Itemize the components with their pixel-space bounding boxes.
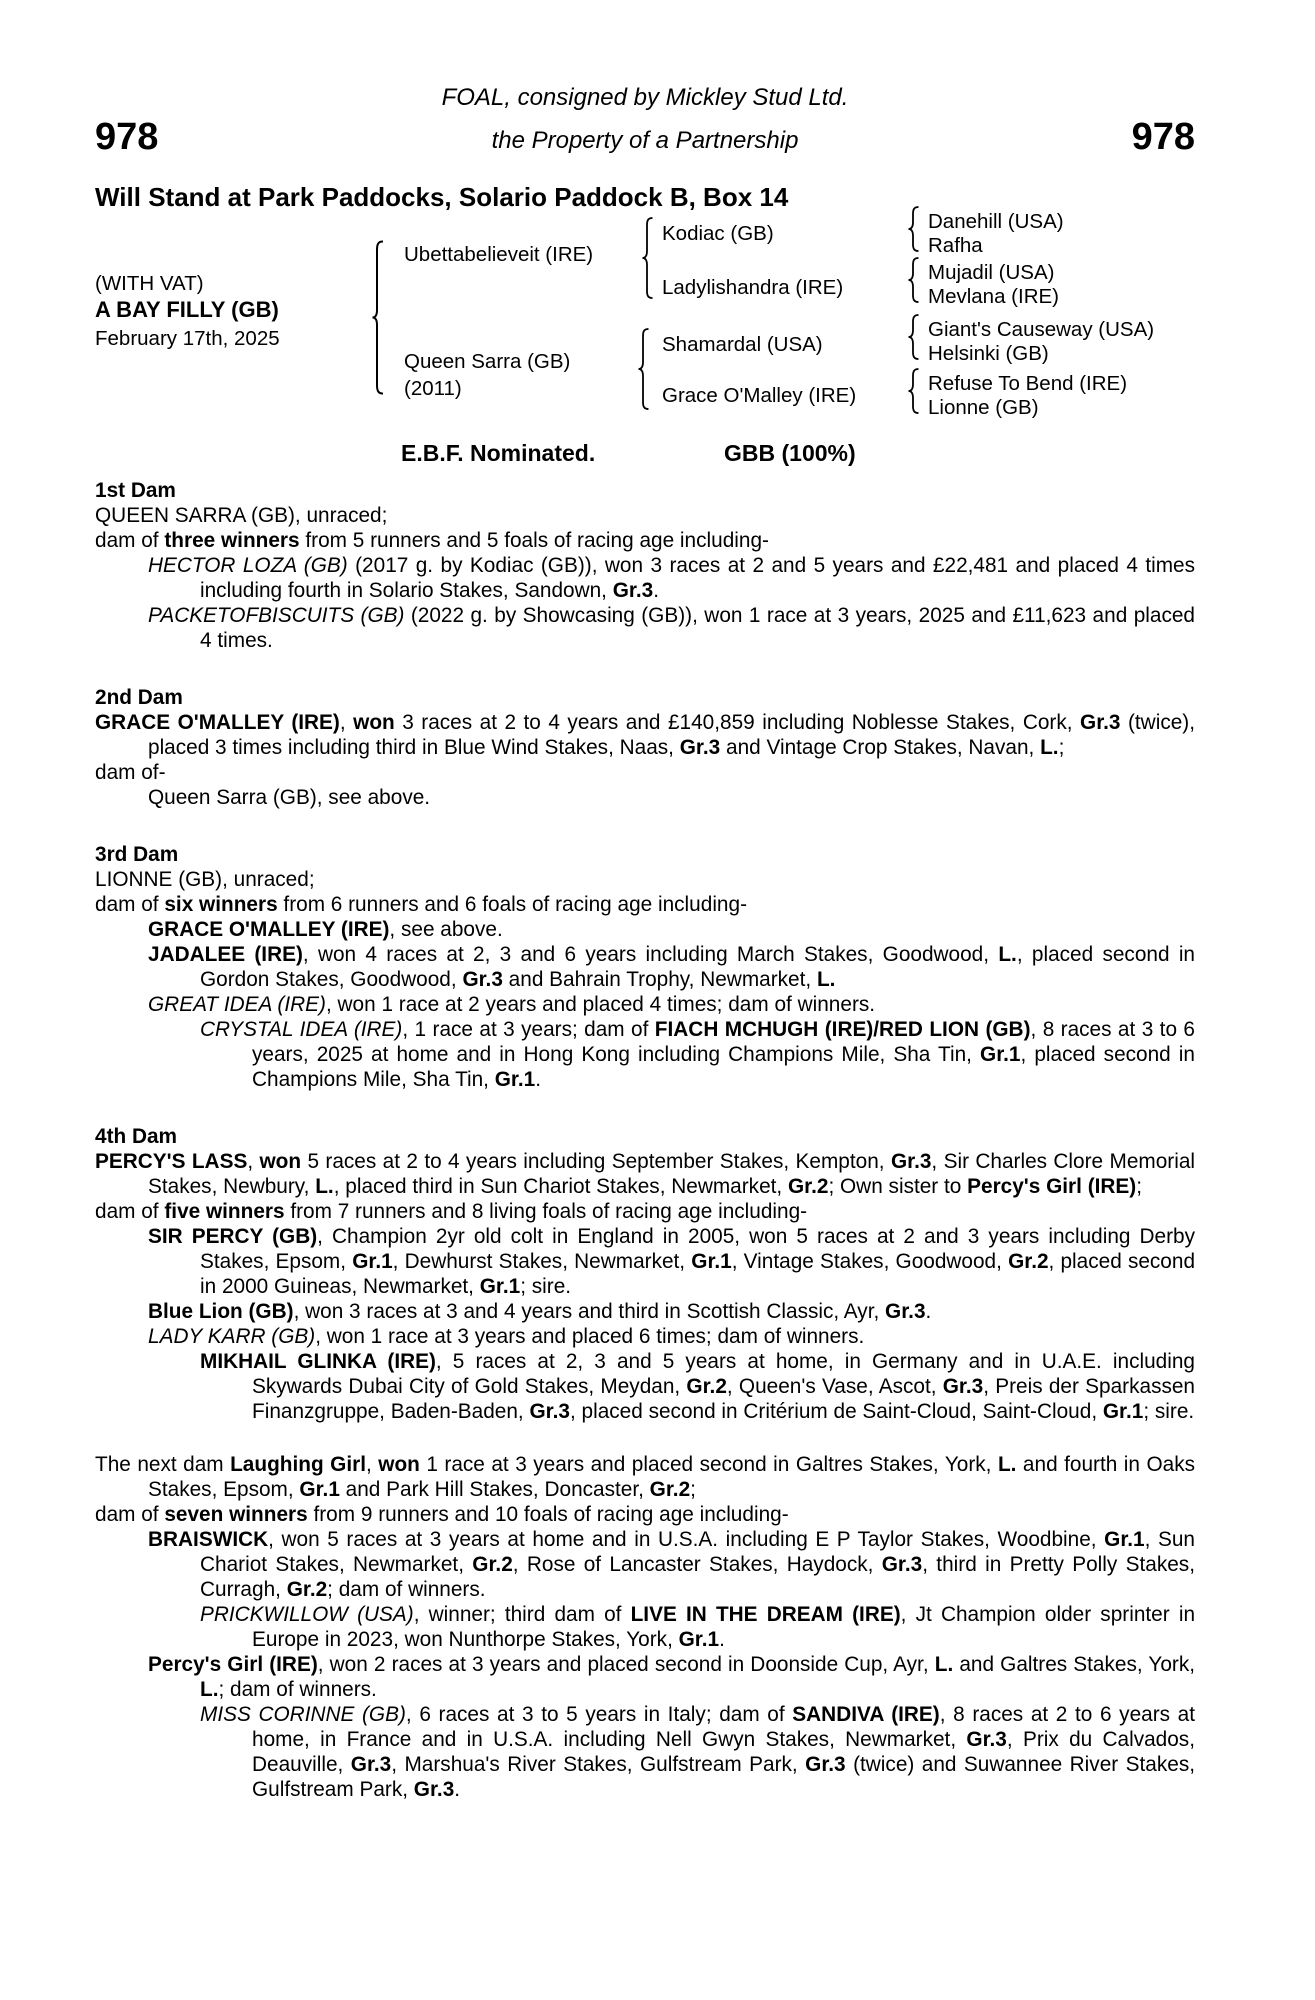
text-run: , third in Pretty Polly Stakes, Curragh,: [200, 1553, 1195, 1601]
text-run: LIVE IN THE DREAM (IRE): [630, 1603, 901, 1626]
text-run: , 6 races at 3 to 5 years in Italy; dam of: [405, 1703, 793, 1726]
text-run: , 8 races at 2 to 6 years at home, in France and in U.S.A. including Nell Gwyn Stakes, Newmarket,: [252, 1703, 1196, 1751]
text-run: PERCY'S LASS: [95, 1150, 248, 1173]
dam-year: (2011): [404, 377, 462, 400]
text-run: (twice) and Suwannee River Stakes, Gulfstream Park,: [252, 1753, 1195, 1801]
sire-name: Ubettabelieveit (IRE): [404, 243, 594, 266]
text-run: 3 races at 2 to 4 years and £140,859 including Noblesse Stakes, Cork,: [394, 711, 1081, 734]
text-run: 5 races at 2 to 4 years including September Stakes, Kempton,: [301, 1150, 891, 1173]
pedigree-paragraph: [95, 1299, 1195, 1324]
text-run: L.: [1040, 736, 1059, 759]
text-run: CRYSTAL IDEA (IRE): [200, 1018, 403, 1041]
pedigree-paragraph: [95, 892, 1195, 917]
text-run: , Champion 2yr old colt in England in 2005, won 5 races at 2 and 3 years including Derby Stakes, Epsom,: [200, 1225, 1196, 1273]
text-run: Gr.3: [881, 1553, 923, 1576]
pedigree-paragraph: [95, 710, 1195, 760]
sire-parents-brace-icon: [640, 217, 656, 299]
text-run: , see above.: [389, 918, 503, 941]
text-run: HECTOR LOZA (GB): [148, 554, 348, 577]
text-run: Percy's Girl (IRE): [967, 1175, 1137, 1198]
text-run: Gr.2: [472, 1553, 513, 1576]
text-run: five winners: [164, 1200, 285, 1223]
text-run: and fourth in Oaks Stakes, Epsom,: [148, 1453, 1196, 1501]
text-run: won: [378, 1453, 420, 1476]
text-run: Gr.3: [885, 1300, 926, 1323]
grandsire2-brace-icon: [906, 314, 922, 360]
text-run: , won 3 races at 3 and 4 years and third in Scottish Classic, Ayr,: [293, 1300, 886, 1323]
pedigree-paragraph: [95, 1502, 1195, 1527]
pedigree-paragraph: [95, 503, 1195, 528]
text-run: .: [535, 1068, 541, 1091]
dam-name: Queen Sarra (GB): [404, 350, 571, 373]
vat-note: (WITH VAT): [95, 272, 204, 295]
text-run: Gr.3: [612, 579, 654, 602]
gp-sire-dam-dam: Mevlana (IRE): [928, 285, 1060, 308]
text-run: , Rose of Lancaster Stakes, Haydock,: [512, 1553, 882, 1576]
pedigree-paragraph: [95, 1652, 1195, 1702]
text-run: 1 race at 3 years and placed second in Galtres Stakes, York,: [419, 1453, 998, 1476]
text-run: Gr.2: [286, 1578, 328, 1601]
ebf-nominated-label: E.B.F. Nominated.: [401, 440, 596, 466]
pedigree-paragraph: [95, 1349, 1195, 1424]
text-run: , won 5 races at 3 years at home and in U.S.A. including E P Taylor Stakes, Woodbine,: [268, 1528, 1105, 1551]
text-run: ,: [365, 1453, 379, 1476]
section-heading: 2nd Dam: [95, 686, 183, 709]
text-run: , Marshua's River Stakes, Gulfstream Park,: [391, 1753, 806, 1776]
pedigree-paragraph: [95, 992, 1195, 1017]
text-run: , Vintage Stakes, Goodwood,: [731, 1250, 1009, 1273]
text-run: from 7 runners and 8 living foals of racing age including-: [284, 1200, 808, 1223]
pedigree-paragraph: [95, 553, 1195, 603]
dam-section: [95, 685, 1195, 810]
text-run: and Galtres Stakes, York,: [953, 1653, 1195, 1676]
dam-dam-name: Grace O'Malley (IRE): [662, 384, 857, 407]
text-run: won: [353, 711, 395, 734]
pedigree-paragraph: [95, 785, 1195, 810]
pedigree-paragraph: [95, 603, 1195, 653]
text-run: , placed second in Champions Mile, Sha Tin,: [252, 1043, 1195, 1091]
pedigree-paragraph: [95, 1324, 1195, 1349]
pedigree-paragraph: [95, 1017, 1195, 1092]
text-run: Gr.3: [529, 1400, 570, 1423]
text-run: Gr.3: [350, 1753, 392, 1776]
text-run: Gr.3: [966, 1728, 1007, 1751]
text-run: The next dam: [95, 1453, 231, 1476]
granddam1-brace-icon: [906, 257, 922, 303]
gp-dam-sire-sire: Giant's Causeway (USA): [928, 318, 1155, 341]
text-run: won: [259, 1150, 302, 1173]
section-heading: 4th Dam: [95, 1125, 178, 1148]
text-run: Laughing Girl: [230, 1453, 366, 1476]
property-line: the Property of a Partnership: [491, 127, 799, 154]
text-run: , Prix du Calvados, Deauville,: [252, 1728, 1195, 1776]
text-run: Percy's Girl (IRE): [148, 1653, 318, 1676]
text-run: from 5 runners and 5 foals of racing age including-: [299, 529, 769, 552]
text-run: ; sire.: [520, 1275, 572, 1298]
text-run: L.: [934, 1653, 954, 1676]
text-run: Gr.1: [980, 1043, 1021, 1066]
gp-dam-sire-dam: Helsinki (GB): [928, 342, 1049, 365]
text-run: , 8 races at 3 to 6 years, 2025 at home and in Hong Kong including Champions Mile, Sha Tin,: [252, 1018, 1195, 1066]
text-run: , 5 races at 2, 3 and 5 years at home, in Germany and in U.A.E. including Skywards Dubai City of Gold Stakes, Meydan,: [252, 1350, 1195, 1398]
pedigree-paragraph: [95, 1149, 1195, 1199]
text-run: dam of: [95, 1503, 165, 1526]
text-run: (twice), placed 3 times including third in Blue Wind Stakes, Naas,: [148, 711, 1195, 759]
text-run: Gr.1: [299, 1478, 340, 1501]
text-run: BRAISWICK: [148, 1528, 269, 1551]
text-run: L.: [997, 1453, 1017, 1476]
text-run: , won 2 races at 3 years and placed second in Doonside Cup, Ayr,: [317, 1653, 935, 1676]
text-run: Gr.2: [1008, 1250, 1049, 1273]
dam-section: [95, 842, 1195, 1092]
gbb-label: GBB (100%): [724, 440, 856, 466]
pedigree-paragraph: [95, 942, 1195, 992]
pedigree-paragraph: [95, 528, 1195, 553]
text-run: MISS CORINNE (GB): [200, 1703, 406, 1726]
text-run: , 1 race at 3 years; dam of: [402, 1018, 655, 1041]
text-run: Gr.3: [1080, 711, 1121, 734]
section-heading: 3rd Dam: [95, 843, 179, 866]
text-run: and Vintage Crop Stakes, Navan,: [720, 736, 1041, 759]
text-run: ;: [1058, 736, 1065, 759]
consignor-line: FOAL, consigned by Mickley Stud Ltd.: [441, 84, 849, 111]
text-run: , winner; third dam of: [413, 1603, 631, 1626]
text-run: , Dewhurst Stakes, Newmarket,: [392, 1250, 692, 1273]
text-run: dam of: [95, 893, 165, 916]
text-run: Gr.1: [479, 1275, 521, 1298]
text-run: from 9 runners and 10 foals of racing age including-: [307, 1503, 789, 1526]
text-run: dam of: [95, 1200, 165, 1223]
text-run: (2022 g. by Showcasing (GB)), won 1 race at 3 years, 2025 and £11,623 and placed 4 times.: [200, 604, 1195, 652]
text-run: Gr.3: [679, 736, 721, 759]
text-run: Gr.2: [686, 1375, 727, 1398]
text-run: Gr.3: [413, 1778, 455, 1801]
text-run: .: [454, 1778, 461, 1801]
text-run: Gr.1: [1102, 1400, 1144, 1423]
text-run: ; dam of winners.: [218, 1678, 377, 1701]
text-run: Gr.3: [890, 1150, 932, 1173]
pedigree-generation1-brace-icon: [370, 240, 386, 395]
dam-section: [95, 1452, 1195, 1802]
text-run: Blue Lion (GB): [148, 1300, 294, 1323]
foal-date: February 17th, 2025: [95, 327, 280, 350]
text-run: , placed second in 2000 Guineas, Newmarket,: [200, 1250, 1196, 1298]
pedigree-paragraph: [95, 1702, 1195, 1802]
catalogue-sections: [95, 478, 1195, 1802]
text-run: , won 4 races at 2, 3 and 6 years including March Stakes, Goodwood,: [302, 943, 999, 966]
text-run: .: [653, 579, 659, 602]
gp-sire-sire-sire: Danehill (USA): [928, 210, 1064, 233]
text-run: , won 1 race at 3 years and placed 6 times; dam of winners.: [315, 1325, 865, 1348]
text-run: LIONNE (GB), unraced;: [95, 868, 315, 891]
pedigree-paragraph: [95, 760, 1195, 785]
gp-dam-dam-sire: Refuse To Bend (IRE): [928, 372, 1128, 395]
text-run: ; dam of winners.: [327, 1578, 486, 1601]
text-run: JADALEE (IRE): [148, 943, 303, 966]
text-run: Gr.3: [805, 1753, 846, 1776]
text-run: dam of-: [95, 761, 166, 784]
text-run: L.: [315, 1175, 334, 1198]
gp-dam-dam-dam: Lionne (GB): [928, 396, 1039, 419]
pedigree-paragraph: [95, 867, 1195, 892]
text-run: ; Own sister to: [828, 1175, 968, 1198]
pedigree-paragraph: [95, 1452, 1195, 1502]
text-run: Gr.1: [352, 1250, 393, 1273]
gp-sire-sire-dam: Rafha: [928, 234, 983, 257]
text-run: ,: [247, 1150, 260, 1173]
lot-number-left: 978: [95, 116, 159, 158]
text-run: L.: [998, 943, 1017, 966]
text-run: , Sir Charles Clore Memorial Stakes, Newbury,: [148, 1150, 1196, 1198]
text-run: three winners: [164, 529, 300, 552]
text-run: FIACH MCHUGH (IRE)/RED LION (GB): [654, 1018, 1031, 1041]
grandsire1-brace-icon: [906, 206, 922, 252]
text-run: Gr.3: [462, 968, 503, 991]
pedigree-paragraph: [95, 917, 1195, 942]
text-run: , placed third in Sun Chariot Stakes, Newmarket,: [333, 1175, 788, 1198]
text-run: L.: [200, 1678, 219, 1701]
sire-sire-name: Kodiac (GB): [662, 222, 774, 245]
text-run: Gr.3: [942, 1375, 984, 1398]
text-run: , placed second in Gordon Stakes, Goodwood,: [200, 943, 1196, 991]
text-run: Gr.2: [649, 1478, 691, 1501]
pedigree-paragraph: [95, 1199, 1195, 1224]
text-run: (2017 g. by Kodiac (GB)), won 3 races at 2 and 5 years and £22,481 and placed 4 times including fourth in Solario Stakes, Sandown,: [200, 554, 1196, 602]
text-run: .: [925, 1300, 932, 1323]
text-run: , Sun Chariot Stakes, Newmarket,: [200, 1528, 1195, 1576]
dam-parents-brace-icon: [636, 328, 652, 410]
granddam2-brace-icon: [906, 368, 922, 414]
stand-location-line: Will Stand at Park Paddocks, Solario Paddock B, Box 14: [95, 182, 789, 212]
section-heading: 1st Dam: [95, 479, 176, 502]
text-run: Gr.1: [1104, 1528, 1145, 1551]
text-run: Gr.1: [494, 1068, 536, 1091]
dam-section: [95, 478, 1195, 653]
gp-sire-dam-sire: Mujadil (USA): [928, 261, 1055, 284]
text-run: seven winners: [164, 1503, 308, 1526]
text-run: , Jt Champion older sprinter in Europe in 2023, won Nunthorpe Stakes, York,: [252, 1603, 1196, 1651]
pedigree-paragraph: [95, 1224, 1195, 1299]
text-run: from 6 runners and 6 foals of racing age including-: [277, 893, 747, 916]
text-run: LADY KARR (GB): [148, 1325, 316, 1348]
text-run: PRICKWILLOW (USA): [200, 1603, 414, 1626]
text-run: .: [719, 1628, 725, 1651]
text-run: SIR PERCY (GB): [148, 1225, 318, 1248]
text-run: , won 1 race at 2 years and placed 4 times; dam of winners.: [325, 993, 876, 1016]
pedigree-paragraph: [95, 1527, 1195, 1602]
dam-section: [95, 1124, 1195, 1424]
pedigree-paragraph: [95, 1602, 1195, 1652]
horse-name: A BAY FILLY (GB): [95, 297, 279, 322]
text-run: ; sire.: [1143, 1400, 1195, 1423]
text-run: MIKHAIL GLINKA (IRE): [200, 1350, 436, 1373]
text-run: , placed second in Critérium de Saint-Cloud, Saint-Cloud,: [569, 1400, 1103, 1423]
text-run: , Queen's Vase, Ascot,: [726, 1375, 943, 1398]
text-run: and Bahrain Trophy, Newmarket,: [502, 968, 817, 991]
text-run: Gr.1: [678, 1628, 720, 1651]
text-run: GRACE O'MALLEY (IRE): [95, 711, 340, 734]
text-run: ;: [690, 1478, 696, 1501]
text-run: GRACE O'MALLEY (IRE): [148, 918, 390, 941]
text-run: PACKETOFBISCUITS (GB): [148, 604, 405, 627]
text-run: and Park Hill Stakes, Doncaster,: [339, 1478, 650, 1501]
text-run: ,: [339, 711, 354, 734]
text-run: L.: [816, 968, 836, 991]
text-run: QUEEN SARRA (GB), unraced;: [95, 504, 388, 527]
sire-dam-name: Ladylishandra (IRE): [662, 276, 844, 299]
text-run: six winners: [164, 893, 278, 916]
dam-sire-name: Shamardal (USA): [662, 333, 823, 356]
text-run: Gr.1: [691, 1250, 732, 1273]
text-run: GREAT IDEA (IRE): [148, 993, 326, 1016]
text-run: Queen Sarra (GB), see above.: [148, 786, 431, 809]
text-run: ;: [1136, 1175, 1142, 1198]
text-run: , Preis der Sparkassen Finanzgruppe, Baden-Baden,: [252, 1375, 1195, 1423]
text-run: SANDIVA (IRE): [792, 1703, 940, 1726]
text-run: dam of: [95, 529, 165, 552]
text-run: Gr.2: [787, 1175, 829, 1198]
lot-number-right: 978: [1131, 116, 1195, 158]
